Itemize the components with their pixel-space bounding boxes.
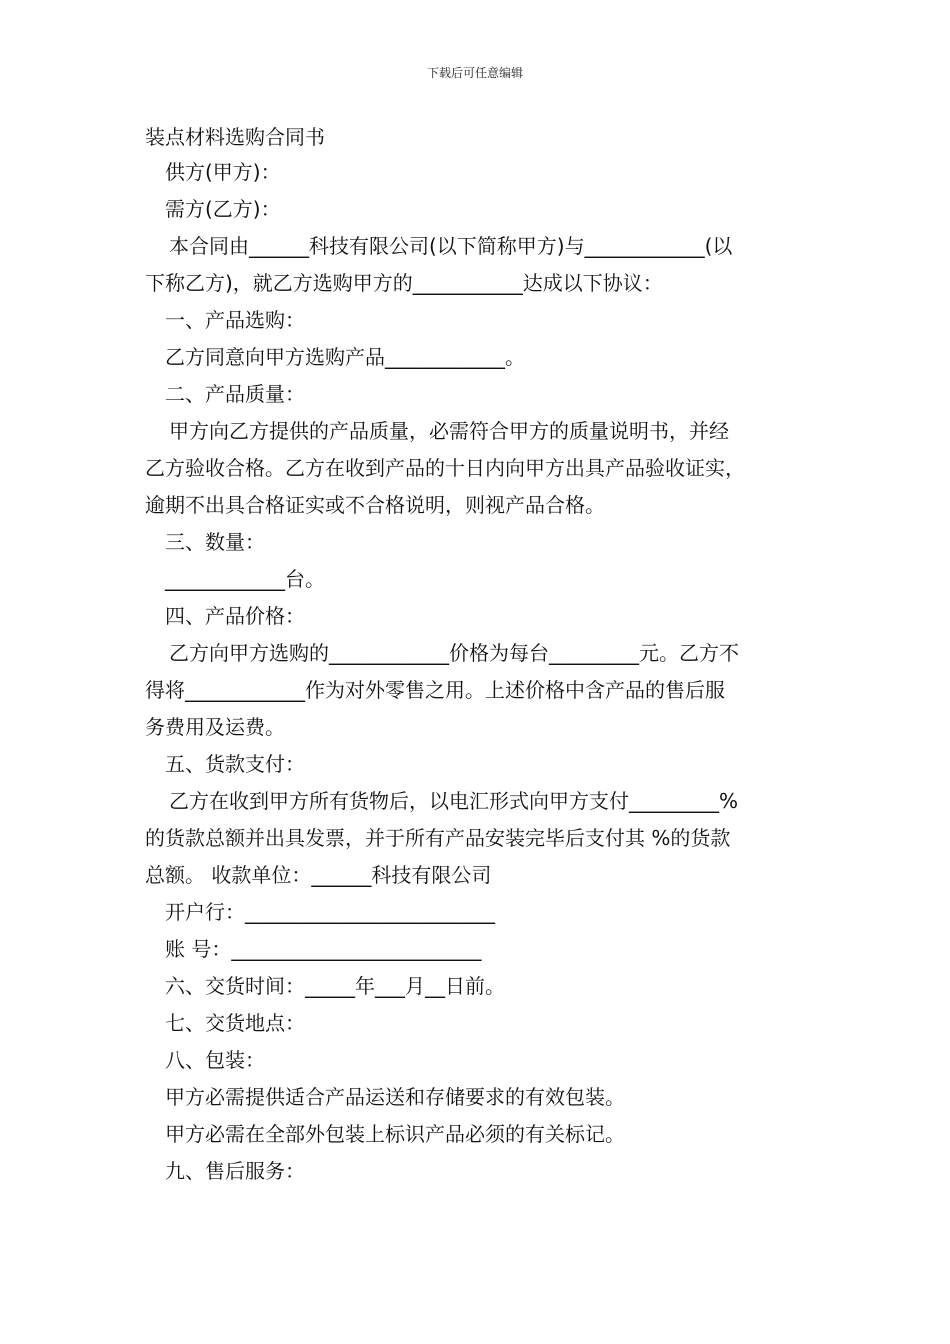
contract-line: ____________台。: [165, 567, 325, 591]
contract-line: 四、产品价格：: [165, 604, 305, 628]
contract-line: 供方(甲方)：: [165, 160, 281, 184]
contract-line: 五、货款支付：: [165, 752, 305, 776]
contract-line: 开户行：_________________________: [165, 900, 495, 924]
contract-line: 甲方必需提供适合产品运送和存储要求的有效包装。: [165, 1085, 625, 1109]
contract-line: 本合同由______科技有限公司(以下简称甲方)与____________(以: [169, 234, 733, 258]
contract-line: 乙方向甲方选购的____________价格为每台_________元。乙方不: [169, 641, 739, 665]
contract-line: 乙方同意向甲方选购产品____________。: [165, 345, 525, 369]
contract-body: [145, 154, 820, 1190]
page-header: 下载后可任意编辑: [426, 66, 523, 80]
contract-line: 甲方向乙方提供的产品质量，必需符合甲方的质量说明书，并经: [169, 419, 729, 443]
contract-line: 需方(乙方)：: [165, 197, 281, 221]
contract-line: 总额。 收款单位：______科技有限公司: [145, 863, 492, 887]
contract-line: 的货款总额并出具发票，并于所有产品安装完毕后支付其 %的货款: [145, 826, 731, 850]
contract-line: 务费用及运费。: [145, 715, 285, 739]
contract-line: 一、产品选购：: [165, 308, 305, 332]
contract-line: 账 号：_________________________: [165, 937, 482, 961]
contract-line: 甲方必需在全部外包装上标识产品必须的有关标记。: [165, 1122, 625, 1146]
contract-line: 九、售后服务：: [165, 1159, 305, 1183]
contract-line: 乙方验收合格。乙方在收到产品的十日内向甲方出具产品验收证实，: [145, 456, 745, 480]
contract-line: 六、交货时间：_____年___月__日前。: [165, 974, 505, 998]
document-title: 装点材料选购合同书: [145, 125, 325, 149]
contract-line: 七、交货地点：: [165, 1011, 305, 1035]
contract-line: 八、包装：: [165, 1048, 265, 1072]
contract-line: 逾期不出具合格证实或不合格说明，则视产品合格。: [145, 493, 605, 517]
contract-line: 二、产品质量：: [165, 382, 305, 406]
contract-line: 三、数量：: [165, 530, 265, 554]
contract-line: 乙方在收到甲方所有货物后，以电汇形式向甲方支付_________%: [169, 789, 739, 813]
contract-line: 得将____________作为对外零售之用。上述价格中含产品的售后服: [145, 678, 725, 702]
contract-line: 下称乙方)，就乙方选购甲方的___________达成以下协议：: [145, 271, 663, 295]
